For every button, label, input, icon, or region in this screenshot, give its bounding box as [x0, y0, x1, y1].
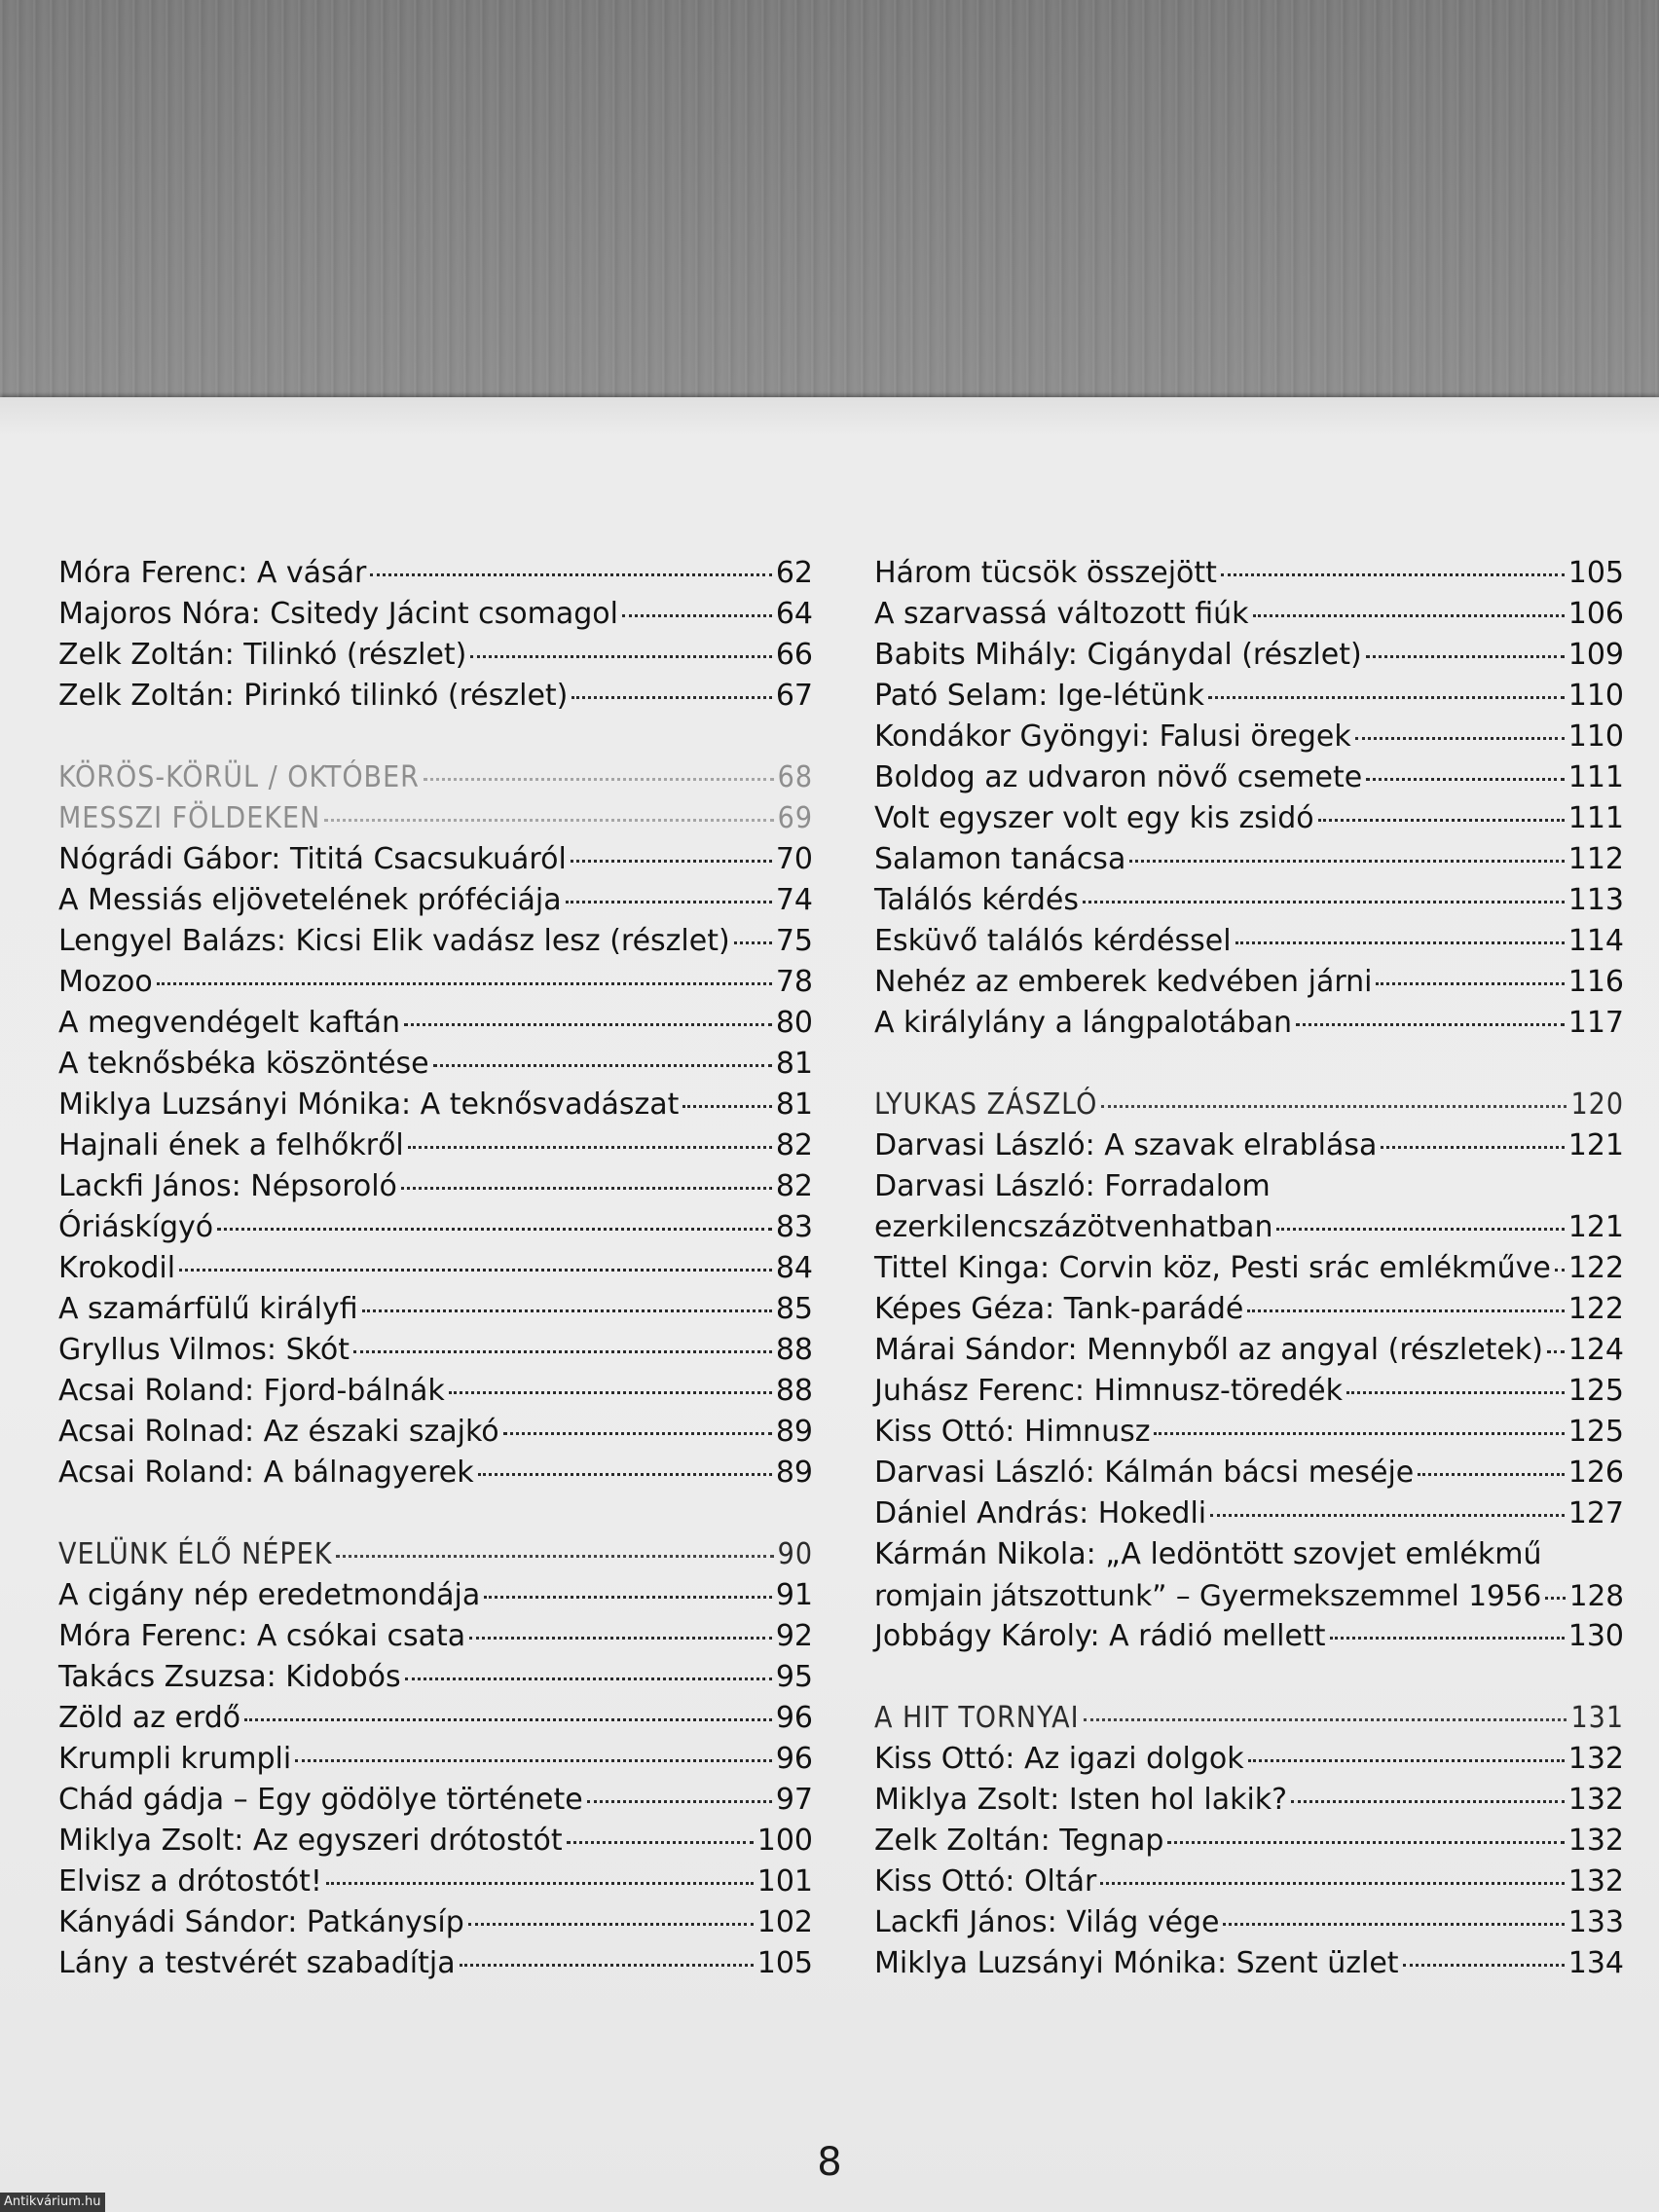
entry-title: Darvasi László: Kálmán bácsi meséje: [874, 1456, 1415, 1490]
entry-title: A Messiás eljövetelének próféciája: [58, 883, 562, 917]
toc-entry[interactable]: [874, 798, 1624, 839]
toc-entry[interactable]: [874, 1003, 1624, 1044]
entry-page-number: 83: [775, 1210, 813, 1244]
entry-title: A megvendégelt kaftán: [58, 1006, 401, 1040]
toc-entry[interactable]: [58, 1698, 813, 1739]
entry-page-number: 125: [1567, 1415, 1624, 1449]
dot-leader: [1154, 1432, 1564, 1435]
toc-entry[interactable]: [58, 1943, 813, 1984]
dot-leader: [1276, 1228, 1564, 1231]
entry-title: Zöld az erdő: [58, 1701, 241, 1735]
dot-leader: [622, 614, 772, 617]
entry-title: Krokodil: [58, 1251, 176, 1285]
dot-leader: [244, 1718, 772, 1721]
entry-title: Acsai Roland: A bálnagyerek: [58, 1456, 474, 1490]
entry-page-number: 134: [1567, 1946, 1624, 1980]
section-title: VELÜNK ÉLŐ NÉPEK: [58, 1537, 333, 1571]
entry-page-number: 128: [1568, 1579, 1624, 1612]
entry-page-number: 111: [1567, 760, 1624, 794]
entry-title: Lengyel Balázs: Kicsi Elik vadász lesz (részlet): [58, 924, 730, 958]
toc-entry[interactable]: [58, 1739, 813, 1780]
entry-page-number: 64: [775, 597, 813, 631]
dot-leader: [1318, 819, 1565, 822]
dot-leader: [370, 573, 771, 576]
entry-title: Babits Mihály: Cigánydal (részlet): [874, 638, 1362, 672]
entry-title: Óriáskígyó: [58, 1210, 214, 1244]
toc-entry[interactable]: [874, 880, 1624, 921]
dot-leader: [179, 1269, 772, 1272]
dot-leader: [1100, 1882, 1564, 1885]
toc-entry[interactable]: [874, 553, 1624, 594]
entry-title: Darvasi László: Forradalom: [874, 1169, 1271, 1203]
entry-title: Esküvő találós kérdéssel: [874, 924, 1232, 958]
toc-entry[interactable]: [58, 1780, 813, 1821]
dot-leader: [470, 655, 771, 658]
dot-leader: [1223, 1923, 1564, 1926]
entry-title: Lackfi János: Népsoroló: [58, 1169, 397, 1203]
entry-page-number: 88: [775, 1374, 813, 1408]
toc-section-heading[interactable]: [874, 1085, 1624, 1125]
toc-entry[interactable]: [874, 757, 1624, 798]
dot-leader: [336, 1555, 773, 1558]
toc-section-heading[interactable]: [58, 1534, 813, 1575]
section-page-number: 90: [777, 1537, 813, 1571]
dot-leader: [1084, 1718, 1567, 1721]
toc-entry[interactable]: [58, 635, 813, 676]
section-title: LYUKAS ZÁSZLÓ: [874, 1088, 1098, 1122]
entry-title: Móra Ferenc: A csókai csata: [58, 1619, 466, 1653]
toc-entry[interactable]: [58, 880, 813, 921]
toc-entry[interactable]: [874, 1453, 1624, 1493]
toc-entry[interactable]: [58, 1575, 813, 1616]
dot-leader: [1291, 1800, 1565, 1803]
entry-title: Miklya Luzsányi Mónika: A teknősvadászat: [58, 1088, 680, 1122]
entry-page-number: 89: [775, 1456, 813, 1490]
toc-entry[interactable]: [874, 1330, 1624, 1371]
entry-page-number: 132: [1567, 1824, 1624, 1858]
entry-title: A szarvassá változott fiúk: [874, 597, 1249, 631]
toc-entry[interactable]: [58, 1125, 813, 1166]
entry-title: Kiss Ottó: Himnusz: [874, 1415, 1151, 1449]
entry-page-number: 96: [775, 1701, 813, 1735]
dot-leader: [424, 778, 774, 781]
entry-page-number: 112: [1567, 842, 1624, 876]
entry-page-number: 62: [775, 556, 813, 590]
dot-leader: [571, 860, 772, 863]
toc-entry[interactable]: [874, 1207, 1624, 1248]
entry-title: Acsai Rolnad: Az északi szajkó: [58, 1415, 499, 1449]
entry-title: Tittel Kinga: Corvin köz, Pesti srác emlékműve: [874, 1251, 1551, 1285]
toc-entry[interactable]: [874, 594, 1624, 635]
dot-leader: [1381, 1146, 1564, 1149]
dot-leader: [157, 982, 772, 985]
dot-leader: [1221, 573, 1565, 576]
entry-page-number: 75: [775, 924, 813, 958]
entry-title: Mozoo: [58, 965, 153, 999]
entry-title: Találós kérdés: [874, 883, 1080, 917]
dot-leader: [1101, 1105, 1567, 1108]
toc-left-column: [58, 553, 813, 1984]
dot-leader: [404, 1023, 772, 1026]
entry-page-number: 113: [1567, 883, 1624, 917]
dot-leader: [1253, 614, 1565, 617]
dot-leader: [734, 941, 772, 944]
toc-entry[interactable]: [874, 676, 1624, 717]
dot-leader: [1403, 1964, 1565, 1967]
entry-title: Kondákor Gyöngyi: Falusi öregek: [874, 719, 1351, 754]
entry-title: Juhász Ferenc: Himnusz-töredék: [874, 1374, 1343, 1408]
entry-title: Nógrádi Gábor: Tititá Csacsukuáról: [58, 842, 567, 876]
entry-page-number: 117: [1567, 1006, 1624, 1040]
toc-entry[interactable]: [58, 1166, 813, 1207]
toc-entry[interactable]: [58, 1657, 813, 1698]
entry-title: A teknősbéka köszöntése: [58, 1047, 429, 1081]
entry-page-number: 130: [1567, 1619, 1624, 1653]
entry-title: Miklya Zsolt: Isten hol lakik?: [874, 1783, 1288, 1817]
entry-page-number: 132: [1567, 1783, 1624, 1817]
dot-leader: [295, 1759, 772, 1762]
toc-entry[interactable]: [874, 962, 1624, 1003]
toc-entry[interactable]: [58, 553, 813, 594]
dot-leader: [478, 1473, 772, 1476]
entry-title: A királylány a lángpalotában: [874, 1006, 1292, 1040]
dot-leader: [449, 1391, 772, 1394]
entry-page-number: 102: [756, 1905, 813, 1939]
dot-leader: [1366, 655, 1565, 658]
toc-entry[interactable]: [58, 1003, 813, 1044]
toc-entry[interactable]: [58, 594, 813, 635]
toc-entry[interactable]: [58, 1453, 813, 1493]
entry-title: Hajnali ének a felhőkről: [58, 1128, 404, 1162]
entry-title: Chád gádja – Egy gödölye története: [58, 1783, 583, 1817]
dot-leader: [362, 1309, 772, 1312]
entry-title: Nehéz az emberek kedvében járni: [874, 965, 1373, 999]
entry-title: Takács Zsuzsa: Kidobós: [58, 1660, 401, 1694]
section-page-number: 69: [777, 801, 813, 835]
entry-page-number: 84: [775, 1251, 813, 1285]
entry-page-number: 110: [1567, 719, 1624, 754]
toc-entry[interactable]: [58, 1044, 813, 1085]
entry-title: Kányádi Sándor: Patkánysíp: [58, 1905, 464, 1939]
toc-entry[interactable]: [874, 1248, 1624, 1289]
toc-entry[interactable]: [58, 839, 813, 880]
toc-entry[interactable]: [874, 1616, 1624, 1657]
dot-leader: [503, 1432, 772, 1435]
entry-title: A cigány nép eredetmondája: [58, 1578, 481, 1612]
entry-title: Zelk Zoltán: Tilinkó (részlet): [58, 638, 467, 672]
dot-leader: [1167, 1841, 1564, 1844]
entry-page-number: 89: [775, 1415, 813, 1449]
toc-entry[interactable]: [874, 1780, 1624, 1821]
entry-page-number: 101: [756, 1864, 813, 1899]
dot-leader: [1210, 1514, 1565, 1517]
toc-entry[interactable]: [58, 1289, 813, 1330]
toc-entry[interactable]: [874, 635, 1624, 676]
entry-title: Miklya Luzsányi Mónika: Szent üzlet: [874, 1946, 1399, 1980]
entry-title: Kármán Nikola: „A ledöntött szovjet emlékmű: [874, 1537, 1542, 1571]
toc-entry[interactable]: [874, 1412, 1624, 1453]
watermark: Antikvárium.hu: [0, 2193, 105, 2212]
entry-page-number: 133: [1567, 1905, 1624, 1939]
section-title: A HIT TORNYAI: [874, 1701, 1080, 1735]
toc-entry[interactable]: [874, 717, 1624, 757]
toc-entry[interactable]: [874, 1166, 1624, 1207]
dot-leader: [353, 1350, 772, 1353]
dot-leader: [587, 1800, 772, 1803]
section-title: KÖRÖS-KÖRÜL / OKTÓBER: [58, 760, 420, 794]
entry-title: Acsai Roland: Fjord-bálnák: [58, 1374, 445, 1408]
entry-page-number: 96: [775, 1742, 813, 1776]
toc-entry[interactable]: [874, 1534, 1624, 1575]
entry-title: Kiss Ottó: Az igazi dolgok: [874, 1742, 1244, 1776]
section-spacer: [58, 717, 813, 757]
dot-leader: [408, 1146, 772, 1149]
entry-page-number: 97: [775, 1783, 813, 1817]
toc-section-heading[interactable]: [874, 1698, 1624, 1739]
entry-page-number: 100: [756, 1824, 813, 1858]
dot-leader: [1366, 778, 1565, 781]
section-spacer: [874, 1044, 1624, 1085]
entry-page-number: 124: [1567, 1333, 1624, 1367]
entry-title: Boldog az udvaron növő csemete: [874, 760, 1363, 794]
entry-page-number: 109: [1567, 638, 1624, 672]
dot-leader: [682, 1105, 771, 1108]
entry-title: Dániel András: Hokedli: [874, 1496, 1207, 1530]
entry-title: Gryllus Vilmos: Skót: [58, 1333, 350, 1367]
entry-page-number: 80: [775, 1006, 813, 1040]
entry-page-number: 122: [1567, 1292, 1624, 1326]
entry-page-number: 121: [1567, 1210, 1624, 1244]
dot-leader: [1330, 1637, 1565, 1640]
toc-entry[interactable]: [874, 839, 1624, 880]
entry-page-number: 105: [756, 1946, 813, 1980]
toc-entry[interactable]: [58, 1902, 813, 1943]
entry-page-number: 81: [775, 1047, 813, 1081]
entry-page-number: 127: [1567, 1496, 1624, 1530]
dot-leader: [571, 696, 771, 699]
entry-title: Miklya Zsolt: Az egyszeri drótostót: [58, 1824, 563, 1858]
dot-leader: [1235, 941, 1565, 944]
section-page-number: 120: [1570, 1088, 1624, 1122]
entry-page-number: 121: [1567, 1128, 1624, 1162]
toc-entry[interactable]: [874, 1371, 1624, 1412]
dot-leader: [469, 1637, 772, 1640]
entry-page-number: 126: [1567, 1456, 1624, 1490]
entry-page-number: 116: [1567, 965, 1624, 999]
entry-page-number: 125: [1567, 1374, 1624, 1408]
entry-page-number: 82: [775, 1128, 813, 1162]
toc-entry[interactable]: [58, 1371, 813, 1412]
entry-page-number: 66: [775, 638, 813, 672]
dot-leader: [1355, 737, 1565, 740]
toc-section-heading[interactable]: [58, 798, 813, 839]
dot-leader: [324, 819, 773, 822]
dot-leader: [1376, 982, 1564, 985]
entry-title: Darvasi László: A szavak elrablása: [874, 1128, 1378, 1162]
dot-leader: [326, 1882, 754, 1885]
dot-leader: [405, 1677, 772, 1680]
entry-title: ezerkilencszázötvenhatban: [874, 1210, 1273, 1244]
entry-title: Pató Selam: Ige-létünk: [874, 679, 1204, 713]
dot-leader: [484, 1596, 772, 1599]
section-page-number: 68: [777, 760, 813, 794]
page-number: 8: [817, 2140, 842, 2185]
toc-section-heading[interactable]: [58, 757, 813, 798]
entry-title: Lackfi János: Világ vége: [874, 1905, 1220, 1939]
dot-leader: [468, 1923, 754, 1926]
toc-entry[interactable]: [58, 1821, 813, 1862]
toc-entry[interactable]: [58, 1248, 813, 1289]
entry-page-number: 91: [775, 1578, 813, 1612]
toc-right-column: [874, 553, 1624, 1984]
dot-leader: [1346, 1391, 1565, 1394]
entry-page-number: 81: [775, 1088, 813, 1122]
toc-entry[interactable]: [874, 1493, 1624, 1534]
entry-page-number: 132: [1567, 1864, 1624, 1899]
entry-page-number: 67: [775, 679, 813, 713]
dot-leader: [1296, 1023, 1565, 1026]
section-spacer: [874, 1657, 1624, 1698]
dot-leader: [567, 1841, 754, 1844]
toc-entry[interactable]: [58, 676, 813, 717]
toc-entry[interactable]: [874, 1575, 1624, 1616]
dot-leader: [217, 1228, 772, 1231]
entry-page-number: 132: [1567, 1742, 1624, 1776]
entry-title: Móra Ferenc: A vásár: [58, 556, 367, 590]
entry-title: Kiss Ottó: Oltár: [874, 1864, 1097, 1899]
entry-page-number: 78: [775, 965, 813, 999]
entry-title: Krumpli krumpli: [58, 1742, 292, 1776]
entry-title: Majoros Nóra: Csitedy Jácint csomagol: [58, 597, 618, 631]
dot-leader: [1418, 1473, 1564, 1476]
dot-leader: [433, 1064, 772, 1067]
dot-leader: [401, 1187, 772, 1190]
entry-page-number: 106: [1567, 597, 1624, 631]
entry-page-number: 111: [1567, 801, 1624, 835]
toc-entry[interactable]: [58, 921, 813, 962]
entry-title: Három tücsök összejött: [874, 556, 1217, 590]
toc-entry[interactable]: [874, 1902, 1624, 1943]
toc-entry[interactable]: [58, 1412, 813, 1453]
toc-entry[interactable]: [58, 1616, 813, 1657]
dot-leader: [1248, 1759, 1565, 1762]
dot-leader: [566, 901, 772, 903]
entry-title: Salamon tanácsa: [874, 842, 1126, 876]
dot-leader: [1247, 1309, 1564, 1312]
toc-entry[interactable]: [58, 1862, 813, 1902]
toc-entry[interactable]: [58, 1207, 813, 1248]
toc-entry[interactable]: [58, 962, 813, 1003]
section-spacer: [58, 1493, 813, 1534]
dot-leader: [1547, 1350, 1565, 1353]
entry-page-number: 110: [1567, 679, 1624, 713]
entry-page-number: 70: [775, 842, 813, 876]
dot-leader: [460, 1964, 754, 1967]
dot-leader: [1083, 901, 1565, 903]
entry-title: Elvisz a drótostót!: [58, 1864, 322, 1899]
entry-page-number: 95: [775, 1660, 813, 1694]
toc-entry[interactable]: [874, 1125, 1624, 1166]
toc-entry[interactable]: [58, 1330, 813, 1371]
entry-page-number: 82: [775, 1169, 813, 1203]
entry-page-number: 85: [775, 1292, 813, 1326]
entry-title: romjain játszottunk” – Gyermekszemmel 1956: [874, 1579, 1542, 1612]
toc-entry[interactable]: [874, 1821, 1624, 1862]
dot-leader: [1129, 860, 1564, 863]
entry-title: A szamárfülű királyfi: [58, 1292, 358, 1326]
entry-page-number: 88: [775, 1333, 813, 1367]
table-surface-background: [0, 0, 1659, 399]
toc-entry[interactable]: [58, 1085, 813, 1125]
dot-leader: [1208, 696, 1565, 699]
toc-entry[interactable]: [874, 1943, 1624, 1984]
entry-title: Zelk Zoltán: Tegnap: [874, 1824, 1164, 1858]
dot-leader: [1555, 1269, 1565, 1272]
entry-title: Jobbágy Károly: A rádió mellett: [874, 1619, 1326, 1653]
entry-page-number: 105: [1567, 556, 1624, 590]
entry-title: Volt egyszer volt egy kis zsidó: [874, 801, 1314, 835]
dot-leader: [1545, 1597, 1565, 1600]
entry-title: Zelk Zoltán: Pirinkó tilinkó (részlet): [58, 679, 569, 713]
entry-page-number: 74: [775, 883, 813, 917]
toc-entry[interactable]: [874, 1739, 1624, 1780]
toc-entry[interactable]: [874, 1289, 1624, 1330]
entry-page-number: 122: [1567, 1251, 1625, 1285]
entry-title: Lány a testvérét szabadítja: [58, 1946, 456, 1980]
entry-title: Márai Sándor: Mennyből az angyal (részletek): [874, 1333, 1543, 1367]
section-title: MESSZI FÖLDEKEN: [58, 801, 321, 835]
toc-entry[interactable]: [874, 1862, 1624, 1902]
entry-title: Képes Géza: Tank-parádé: [874, 1292, 1244, 1326]
toc-entry[interactable]: [874, 921, 1624, 962]
entry-page-number: 92: [775, 1619, 813, 1653]
section-page-number: 131: [1570, 1701, 1624, 1735]
entry-page-number: 114: [1567, 924, 1624, 958]
